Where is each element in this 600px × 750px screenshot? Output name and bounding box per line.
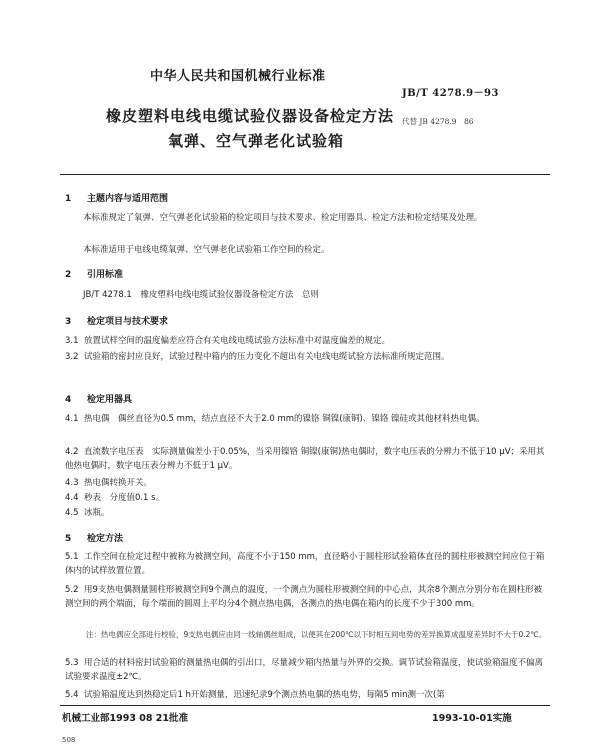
standard-number: JB/T 4278.9－93 (402, 88, 499, 99)
section-heading: 4 检定用器具 (65, 395, 133, 405)
clause: 5.3 用合适的材料密封试验箱的测量热电偶的引出口，尽量减少箱内热量与外界的交换。调节试验箱温度，使试验箱温度不偏离试验要求温度±2℃。 (65, 658, 543, 682)
sub-title: 氧弹、空气弹老化试验箱 (168, 132, 345, 150)
section-heading: 1 主题内容与适用范围 (65, 194, 169, 204)
header-divider (60, 174, 550, 175)
page-number: 508 (62, 736, 76, 744)
effective-date: 1993-10-01实施 (432, 713, 512, 724)
clause: 4.1 热电偶 偶丝直径为0.5 mm，结点直径不大于2.0 mm的镍铬 铜镍(康铜)、镍铬 镍硅或其他材料热电偶。 (65, 414, 485, 424)
note: 注：热电偶应全部进行校验，9支热电偶应由同一线轴偶丝组成，以便其在200℃以下时相互间电势的差异换算成温度差异时不大于0.2℃。 (86, 630, 547, 639)
clause: 4.2 直流数字电压表 实际测量偏差小于0.05%，当采用镍铬 铜镍(康铜)热电偶时，数字电压表的分辨力不低于10 μV；采用其他热电偶时，数字电压表分辨力不低于1 μV。 (65, 447, 545, 471)
approval-note: 机械工业部1993 08 21批准 (62, 713, 188, 724)
clause: 5.1 工作空间在检定过程中被称为被测空间，高度不小于150 mm，直径略小于圆柱形试验箱体直径的圆柱形被测空间应位于箱体内的试样放置位置。 (65, 552, 545, 576)
clause: 4.3 热电偶转换开关。 (65, 478, 152, 488)
clause: 4.5 冰瓶。 (65, 508, 110, 518)
clause: 5.4 试验箱温度达到热稳定后1 h开始测量，迅速纪录9个测点热电偶的热电势，每隔5 min测一次(第 (65, 690, 445, 700)
section-heading: 3 检定项目与技术要求 (65, 317, 169, 327)
main-title: 橡皮塑料电线电缆试验仪器设备检定方法 (106, 107, 395, 125)
paragraph: 本标准规定了氧弹、空气弹老化试验箱的检定项目与技术要求、检定用器具、检定方法和检定结果及处理。 (83, 213, 483, 223)
clause: 3.1 放置试样空间的温度偏差应符合有关电线电缆试验方法标准中对温度偏差的规定。 (65, 336, 390, 346)
section-heading: 2 引用标准 (65, 270, 124, 280)
clause: 4.4 秒表 分度值0.1 s。 (65, 493, 165, 503)
clause: 5.2 用9支热电偶测量圆柱形被测空间9个测点的温度，一个测点为圆柱形被测空间的中心点，其余8个测点分别分布在圆柱形被测空间的两个端面，每个端面的圆周上平均分4个测点热电偶，各测点的热电偶在箱内的长度不少于300 mm。 (65, 585, 543, 609)
section-heading: 5 检定方法 (65, 534, 124, 544)
clause: 3.2 试验箱的密封应良好，试验过程中箱内的压力变化不超出有关电线电缆试验方法标准所规定范围。 (65, 352, 450, 362)
paragraph: JB/T 4278.1 橡皮塑料电线电缆试验仪器设备检定方法 总则 (83, 290, 319, 300)
footer-divider (60, 705, 550, 706)
replaces-note: 代替 JB 4278.9 86 (402, 117, 474, 126)
org-title: 中华人民共和国机械行业标准 (150, 69, 326, 84)
paragraph: 本标准适用于电线电缆氧弹、空气弹老化试验箱工作空间的检定。 (83, 245, 330, 255)
